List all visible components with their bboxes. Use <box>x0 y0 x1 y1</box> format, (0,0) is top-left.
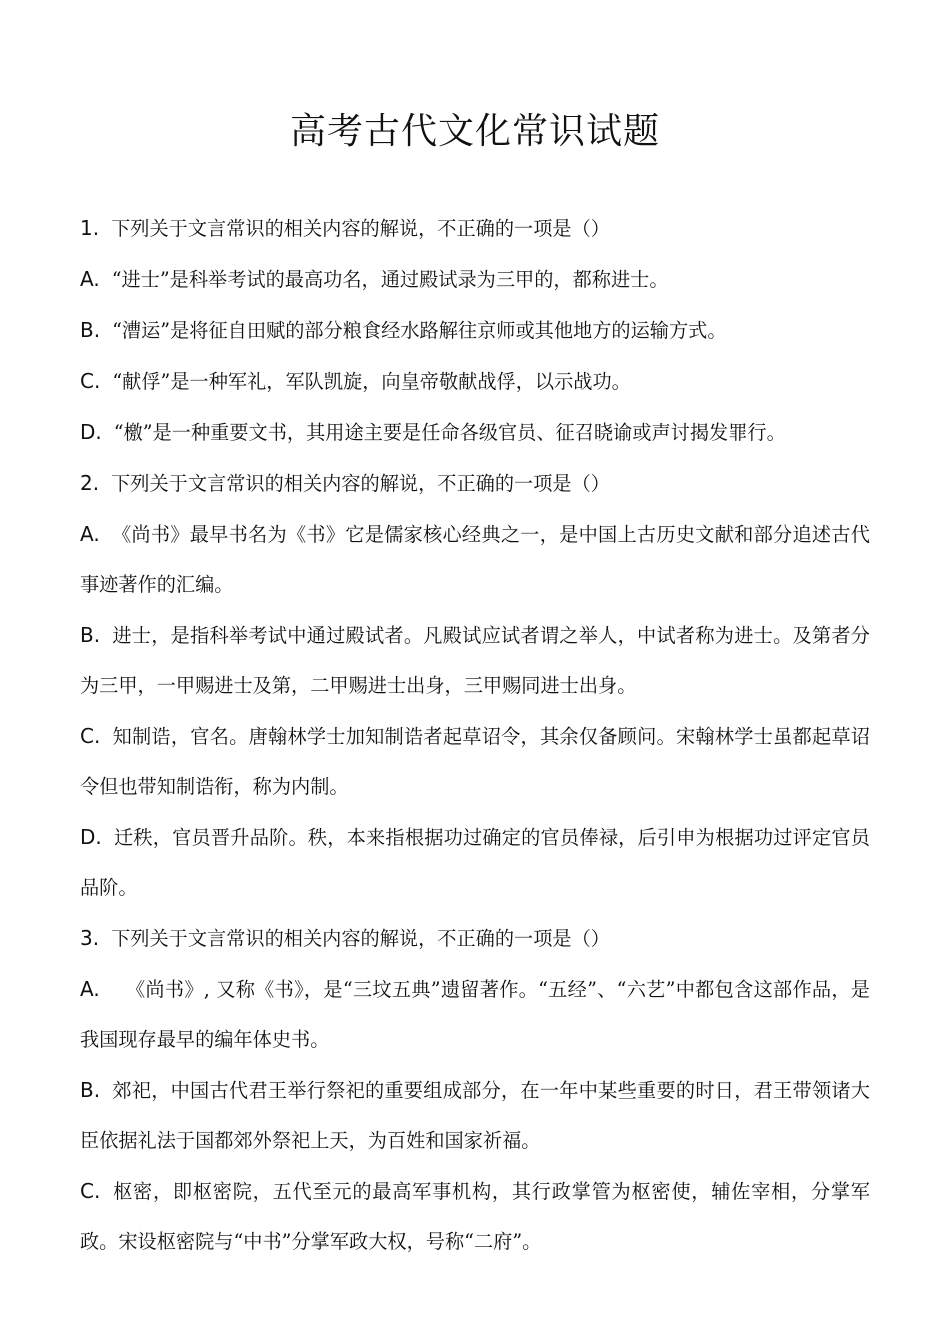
question-1-option-b <box>80 305 870 356</box>
option-marker: C. <box>80 724 101 748</box>
question-1-option-d <box>80 407 870 458</box>
question-2-option-b <box>80 610 870 711</box>
paragraph-text: 枢密，即枢密院，五代至元的最高军事机构，其行政掌管为枢密使，辅佐宰相，分掌军政。宋设枢密院与“中书”分掌军政大权，号称“二府”。 <box>80 1180 870 1253</box>
paragraph-text: 下列关于文言常识的相关内容的解说，不正确的一项是（） <box>111 927 610 950</box>
question-2-option-c <box>80 711 870 812</box>
question-3-stem <box>80 913 870 964</box>
document-body <box>80 203 870 1267</box>
option-marker: A. <box>80 267 100 291</box>
option-marker: B. <box>80 1078 101 1102</box>
question-number: 1. <box>80 216 100 240</box>
question-1-option-c <box>80 356 870 407</box>
paragraph-text: 迁秩，官员晋升品阶。秩，本来指根据功过确定的官员俸禄，后引申为根据功过评定官员品阶。 <box>80 826 870 899</box>
question-2-option-d <box>80 812 870 913</box>
paragraph-text: “献俘”是一种军礼，军队凯旋，向皇帝敬献战俘，以示战功。 <box>112 370 631 393</box>
question-3-option-c <box>80 1166 870 1267</box>
paragraph-text: 知制诰，官名。唐翰林学士加知制诰者起草诏令，其余仅备顾问。宋翰林学士虽都起草诏令但也带知制诰衔，称为内制。 <box>80 725 870 798</box>
option-marker: D. <box>80 825 102 849</box>
paragraph-text: 下列关于文言常识的相关内容的解说，不正确的一项是（） <box>111 472 610 495</box>
option-marker: D. <box>80 420 102 444</box>
option-marker: A. <box>80 977 100 1001</box>
document-title: 高考古代文化常识试题 <box>289 111 660 152</box>
paragraph-text: 进士，是指科举考试中通过殿试者。凡殿试应试者谓之举人，中试者称为进士。及第者分为三甲，一甲赐进士及第，二甲赐进士出身，三甲赐同进士出身。 <box>80 624 870 697</box>
paragraph-text: 郊祀，中国古代君王举行祭祀的重要组成部分，在一年中某些重要的时日，君王带领诸大臣依据礼法于国都郊外祭祀上天，为百姓和国家祈福。 <box>80 1079 870 1152</box>
question-number: 3. <box>80 926 100 950</box>
option-marker: B. <box>80 623 101 647</box>
question-number: 2. <box>80 471 100 495</box>
paragraph-text: “漕运”是将征自田赋的部分粮食经水路解往京师或其他地方的运输方式。 <box>112 319 727 342</box>
question-2-stem <box>80 458 870 509</box>
question-2-option-a <box>80 509 870 610</box>
question-1-stem <box>80 203 870 254</box>
question-1-option-a <box>80 254 870 305</box>
question-3-option-b <box>80 1065 870 1166</box>
option-marker: C. <box>80 1179 101 1203</box>
paragraph-text: 《尚书》, 又称《书》，是“三坟五典”遗留著作。“五经”、“六艺”中都包含这部作品，是我国现存最早的编年体史书。 <box>80 978 870 1051</box>
question-3-option-a <box>80 964 870 1065</box>
option-marker: B. <box>80 318 101 342</box>
paragraph-text: “进士”是科举考试的最高功名，通过殿试录为三甲的，都称进士。 <box>111 268 669 291</box>
option-marker: A. <box>80 522 100 546</box>
paragraph-text: “檄”是一种重要文书，其用途主要是任命各级官员、征召晓谕或声讨揭发罪行。 <box>113 421 786 444</box>
option-marker: C. <box>80 369 101 393</box>
paragraph-text: 下列关于文言常识的相关内容的解说，不正确的一项是（） <box>111 217 610 240</box>
paragraph-text: 《尚书》最早书名为《书》它是儒家核心经典之一，是中国上古历史文献和部分追述古代事迹著作的汇编。 <box>80 523 870 596</box>
